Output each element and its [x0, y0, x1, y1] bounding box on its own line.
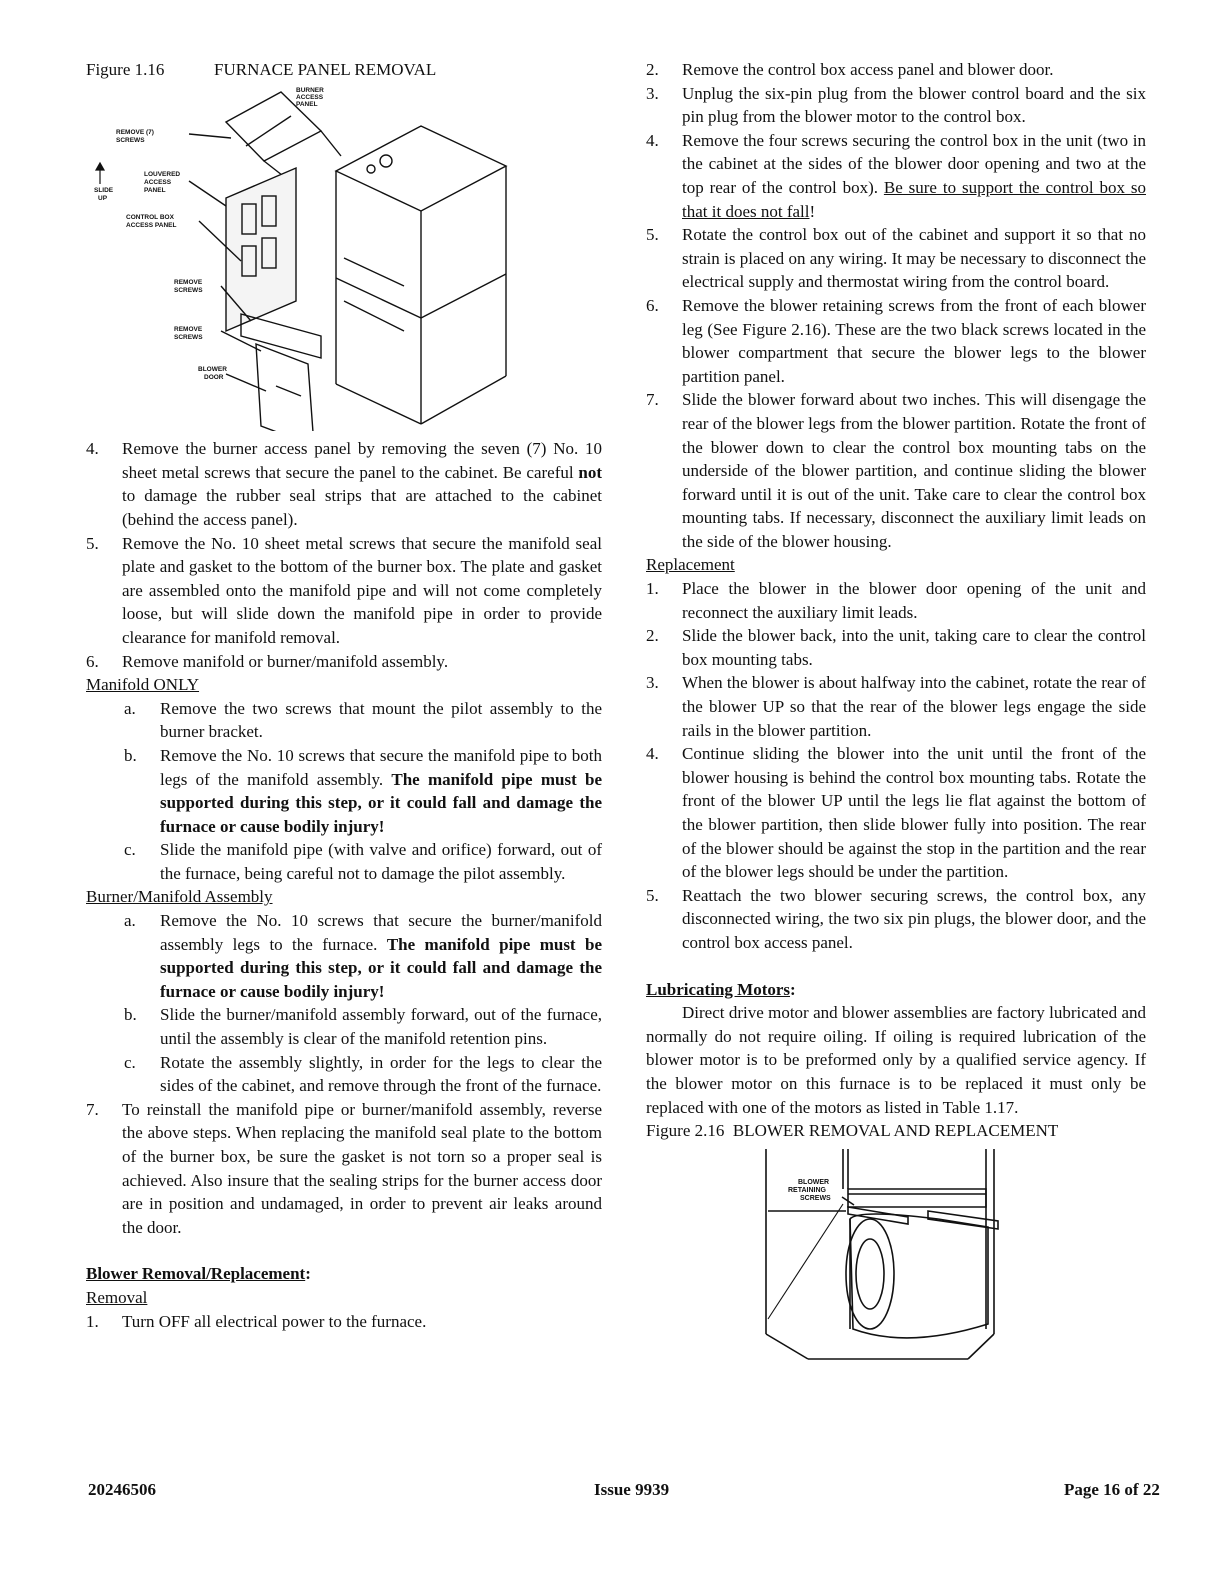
replacement-step-4: 4. Continue sliding the blower into the unit until the front of the blower housing is behind the control box mounting tabs. Rotate the front of the blower UP until the legs lie flat against the bottom of the blower partition, then slide blower fully into position. The rear of the blower should be against the stop in the partition and the rear of the blower legs should be under the partition. [646, 744, 1146, 882]
burner-manifold-item-b: b. Slide the burner/manifold assembly forward, out of the furnace, until the assembly is clear of the manifold retention pins. [124, 1005, 602, 1049]
removal-step-6: 6. Remove the blower retaining screws from the front of each blower leg (See Figure 2.16). These are the two black screws located in the blower compartment that secure the blower legs to the blower partition panel. [646, 295, 1146, 386]
svg-text:PANEL [144, 187, 166, 194]
label-burner-line3: PANEL [296, 100, 318, 108]
blower-removal-heading: Blower Removal/Replacement: [86, 1264, 311, 1284]
removal-step-7: 7. Slide the blower forward about two inches. This will disengage the rear of the blower legs from the blower partition. Rotate the front of the blower down to clear the control box mounting tabs on the underside of the blower partition, and continue sliding the blower forward until it is out of the unit. Take care to clear the control box mounting tabs. If necessary, disconnect the auxiliary limit leads on the side of the blower housing. [646, 390, 1146, 551]
label-slide-line1: SLIDE [94, 186, 114, 194]
label-screws: SCREWS [800, 1194, 831, 1202]
label-slide-line2: UP [98, 194, 108, 202]
label-blower-door-line2: DOOR [204, 373, 224, 381]
label-louvered-line2: ACCESS [144, 178, 172, 186]
svg-text:ACCESS [144, 179, 172, 186]
footer-doc-number: 20246506 [88, 1480, 156, 1499]
svg-text:BURNER [296, 87, 324, 94]
blower-removal-figure [758, 1149, 1008, 1364]
footer-issue: Issue 9939 [594, 1480, 670, 1499]
label-remove-screws2-line1: REMOVE [174, 325, 203, 333]
label-controlbox-line1: CONTROL BOX [126, 213, 174, 221]
svg-text:BLOWER [198, 366, 227, 373]
left-step-4: 4. Remove the burner access panel by removing the seven (7) No. 10 sheet metal screws that secure the panel to the cabinet. Be careful not to damage the rubber seal strips that are attached to the cabinet (behind the access panel). [86, 439, 602, 529]
replacement-step-5: 5. Reattach the two blower securing screws, the control box, any disconnected wiring, the two six pin plugs, the blower door, and the control box access panel. [646, 885, 1146, 952]
removal-step-5: 5. Rotate the control box out of the cabinet and support it so that no strain is placed on any wiring. It may be necessary to disconnect the electrical supply and thermostat wiring from the control board. [646, 225, 1146, 292]
left-step-6: 6. Remove manifold or burner/manifold assembly. [86, 651, 449, 671]
manifold-only-item-c: c. Slide the manifold pipe (with valve and orifice) forward, out of the furnace, being careful not to damage the pilot assembly. [124, 840, 602, 883]
burner-manifold-warning: The manifold pipe must be supported during this step, or it could fall and damage the furnace or cause bodily injury! [160, 934, 602, 1001]
label-burner-line2: ACCESS [296, 93, 324, 101]
svg-text:SCREWS [174, 287, 203, 294]
label-remove-screws2-line2: SCREWS [174, 333, 203, 341]
burner-manifold-item-a: a. Remove the No. 10 screws that secure the burner/manifold assembly legs to the furnace. The manifold pipe must be supported during this step, or it could fall and damage the furnace or cause bodily injury! [124, 911, 602, 1001]
figure-1-caption [86, 58, 602, 82]
left-step-5: 5. Remove the No. 10 sheet metal screws that secure the manifold seal plate and gasket to the bottom of the burner box. The plate and gasket are assembled onto the manifold pipe and will not come completely loose, but will slide down the manifold pipe in order to provide clearance for manifold removal. [86, 533, 602, 647]
svg-text:REMOVE (7) [116, 129, 154, 136]
removal-heading: Removal [86, 1287, 148, 1307]
furnace-panel-removal-figure [86, 86, 516, 431]
label-burner-line1: BURNER [296, 86, 324, 94]
svg-text:LOUVERED [144, 171, 180, 178]
manifold-warning: The manifold pipe must be supported during this step, or it could fall and damage the furnace or cause bodily injury! [160, 769, 602, 836]
label-controlbox-line2: ACCESS PANEL [126, 221, 177, 229]
label-blower-door-line1: BLOWER [198, 365, 227, 373]
label-louvered-line3: PANEL [144, 186, 166, 194]
figure-1-number: Figure 1.16 [86, 60, 165, 79]
svg-text:ACCESS [296, 94, 324, 101]
replacement-step-2: 2. Slide the blower back, into the unit, taking care to clear the control box mounting tabs. [646, 626, 1146, 669]
removal-step-2: 2. Remove the control box access panel and blower door. [646, 60, 1054, 79]
replacement-step-3: 3. When the blower is about halfway into the cabinet, rotate the rear of the blower UP so that the rear of the blower legs engage the side rails in the blower partition. [646, 673, 1147, 740]
svg-text:REMOVE [174, 279, 203, 286]
figure-2-caption: Figure 2.16 BLOWER REMOVAL AND REPLACEMENT [646, 1121, 1059, 1141]
lubricating-paragraph: Direct drive motor and blower assemblies are factory lubricated and normally do not require oiling. If oiling is required lubrication of the blower motor is to be preformed only by a qualified service agency. If the blower motor on this furnace is to be replaced it must only be replaced with one of the motors as listed in Table 1.17. [646, 1003, 1146, 1117]
svg-text:BLOWER [798, 1179, 829, 1186]
figure-1-title: FURNACE PANEL REMOVAL [214, 60, 437, 79]
burner-manifold-heading: Burner/Manifold Assembly [86, 887, 273, 907]
svg-text:RETAINING [788, 1187, 827, 1194]
replacement-heading: Replacement [646, 555, 735, 575]
right-column [646, 58, 1146, 1364]
left-column [86, 58, 602, 1333]
svg-text:ACCESS PANEL [126, 222, 176, 229]
svg-text:REMOVE [174, 326, 203, 333]
svg-text:CONTROL BOX [126, 214, 175, 221]
slide-up-arrow-icon [96, 163, 104, 184]
label-retaining: RETAINING [788, 1186, 826, 1194]
left-step-7: 7. To reinstall the manifold pipe or burner/manifold assembly, reverse the above steps. When replacing the manifold seal plate to the bottom of the burner box, be sure the gasket is not torn so a proper seal is achieved. Also insure that the sealing strips for the burner access door are in position and undamaged, in order to prevent air leaks around the door. [86, 1099, 602, 1237]
svg-text:SLIDE [94, 187, 114, 194]
label-remove7-line1: REMOVE (7) [116, 128, 154, 136]
label-louvered-line1: LOUVERED [144, 170, 181, 178]
removal-step-3: 3. Unplug the six-pin plug from the blower control board and the six pin plug from the blower motor to the control box. [646, 83, 1146, 127]
support-warning: Be sure to support the control box so that it does not fall [682, 177, 1146, 221]
label-remove-screws1-line2: SCREWS [174, 286, 203, 294]
label-remove7-line2: SCREWS [116, 136, 145, 144]
label-remove-screws1-line1: REMOVE [174, 278, 203, 286]
burner-manifold-item-c: c. Rotate the assembly slightly, in order for the legs to clear the sides of the cabinet, and remove through the front of the furnace. [124, 1052, 602, 1096]
svg-text:UP [98, 195, 108, 202]
replacement-step-1: 1. Place the blower in the blower door opening of the unit and reconnect the auxiliary limit leads. [646, 579, 1146, 622]
removal-step-4: 4. Remove the four screws securing the control box in the unit (two in the cabinet at the sides of the blower door opening and two at the top rear of the control box). Be sure to support the control box so that it does not fall! [646, 130, 1146, 221]
svg-text:SCREWS [174, 334, 203, 341]
manifold-only-item-b: b. Remove the No. 10 screws that secure the manifold pipe to both legs of the manifold assembly. The manifold pipe must be supported during this step, or it could fall and damage the furnace or cause bodily injury! [124, 745, 602, 836]
lubricating-heading: Lubricating Motors: [646, 979, 796, 999]
svg-text:DOOR [204, 374, 224, 381]
label-blower: BLOWER [798, 1178, 830, 1186]
manifold-only-item-a: a. Remove the two screws that mount the pilot assembly to the burner bracket. [124, 698, 602, 742]
svg-text:SCREWS [116, 137, 145, 144]
manifold-only-heading: Manifold ONLY [86, 675, 200, 695]
removal-step-1: 1. Turn OFF all electrical power to the furnace. [86, 1311, 427, 1331]
svg-text:SCREWS [800, 1195, 831, 1202]
footer-page-number: Page 16 of 22 [1064, 1480, 1160, 1499]
svg-text:PANEL [296, 101, 318, 108]
